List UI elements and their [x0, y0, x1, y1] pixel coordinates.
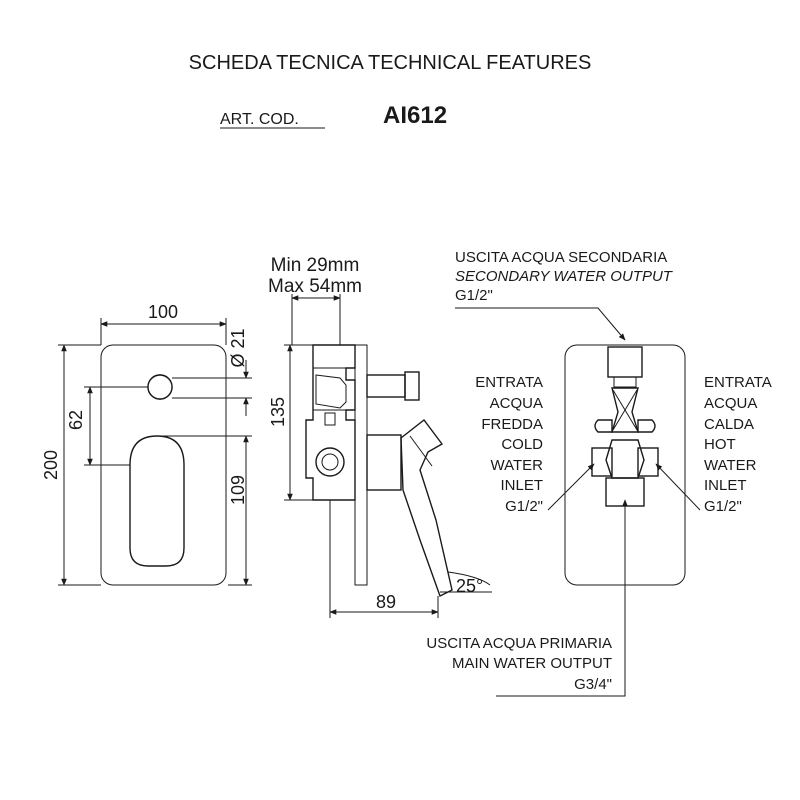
svg-text:INLET: INLET [500, 477, 543, 494]
secondary-output-size: G1/2" [455, 287, 493, 304]
cold-inlet-leader [548, 464, 594, 510]
svg-text:G1/2": G1/2" [704, 498, 742, 515]
rear-view [426, 249, 771, 696]
svg-text:G1/2": G1/2" [505, 498, 543, 515]
svg-text:ENTRATA: ENTRATA [704, 374, 772, 391]
main-output-size: G3/4" [574, 676, 612, 693]
art-cod-label: ART. COD. [220, 111, 299, 128]
min-depth-label: Min 29mm [270, 255, 360, 276]
inlet-circle [316, 448, 344, 476]
sheet-title: SCHEDA TECNICA TECHNICAL FEATURES [188, 52, 592, 74]
svg-text:FREDDA: FREDDA [481, 416, 543, 433]
secondary-output-leader [455, 308, 625, 340]
angle-label: 25° [456, 576, 484, 596]
main-output-it: USCITA ACQUA PRIMARIA [426, 635, 612, 652]
side-plate [355, 345, 367, 585]
svg-text:ENTRATA: ENTRATA [475, 374, 543, 391]
hot-inlet-leader [656, 464, 700, 510]
max-depth-label: Max 54mm [268, 276, 362, 297]
main-output-en: MAIN WATER OUTPUT [452, 655, 612, 672]
svg-text:WATER: WATER [490, 457, 543, 474]
cold-inlet-label [475, 374, 543, 515]
art-cod-value: AI612 [383, 102, 448, 129]
svg-text:WATER: WATER [704, 457, 757, 474]
svg-text:INLET: INLET [704, 477, 747, 494]
svg-text:ACQUA: ACQUA [489, 395, 543, 412]
svg-text:CALDA: CALDA [704, 416, 755, 433]
side-view [268, 255, 492, 618]
lever-outline [130, 436, 184, 566]
dim-100-label: 100 [147, 302, 179, 322]
dim-135-label: 135 [268, 396, 288, 428]
dim-62-label: 62 [66, 409, 86, 431]
secondary-output-en: SECONDARY WATER OUTPUT [455, 268, 672, 285]
side-knob [405, 372, 419, 400]
dim-89-label: 89 [375, 592, 397, 612]
secondary-output-it: USCITA ACQUA SECONDARIA [455, 249, 668, 266]
hot-inlet-label [704, 374, 772, 515]
side-lever [401, 420, 452, 596]
svg-text:ACQUA: ACQUA [704, 395, 758, 412]
dim-200-label: 200 [41, 449, 61, 481]
svg-text:COLD: COLD [501, 436, 543, 453]
front-view [41, 302, 252, 585]
dim-109-label: 109 [228, 474, 248, 506]
svg-text:HOT: HOT [704, 436, 736, 453]
dim-d21-label: Ø 21 [228, 328, 248, 368]
secondary-outlet-port [608, 347, 642, 377]
